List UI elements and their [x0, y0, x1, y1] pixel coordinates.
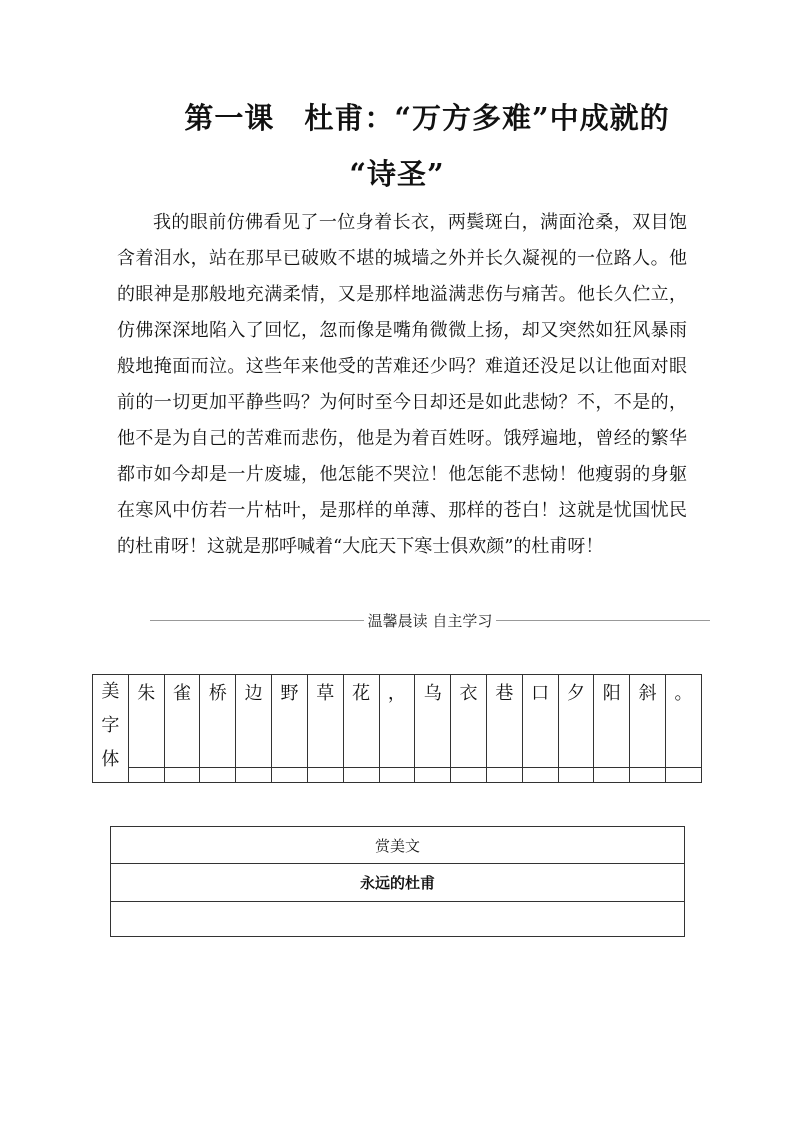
- article-body: [111, 902, 685, 937]
- article-title: 永远的杜甫: [111, 864, 685, 902]
- char-cell: 雀: [164, 675, 200, 768]
- practice-cell[interactable]: [415, 767, 451, 782]
- practice-cell[interactable]: [558, 767, 594, 782]
- practice-cell[interactable]: [236, 767, 272, 782]
- lesson-title-line-2: “诗圣”: [349, 157, 445, 191]
- divider-line-right: [496, 620, 710, 621]
- practice-cell[interactable]: [272, 767, 308, 782]
- char-cell: 边: [236, 675, 272, 768]
- practice-cell[interactable]: [307, 767, 343, 782]
- divider-line-left: [150, 620, 364, 621]
- char-cell: 衣: [451, 675, 487, 768]
- character-row: [93, 675, 702, 768]
- practice-cell[interactable]: [343, 767, 379, 782]
- practice-cell[interactable]: [379, 767, 415, 782]
- char-cell: 阳: [594, 675, 630, 768]
- char-cell: 朱: [128, 675, 164, 768]
- practice-row: [93, 767, 702, 782]
- char-cell: 花: [343, 675, 379, 768]
- practice-cell[interactable]: [451, 767, 487, 782]
- char-cell: 野: [272, 675, 308, 768]
- practice-cell[interactable]: [630, 767, 666, 782]
- calligraphy-practice-table: [92, 674, 702, 783]
- practice-cell[interactable]: [522, 767, 558, 782]
- char-cell: 夕: [558, 675, 594, 768]
- char-cell: 巷: [486, 675, 522, 768]
- practice-cell[interactable]: [128, 767, 164, 782]
- practice-cell[interactable]: [164, 767, 200, 782]
- practice-cell[interactable]: [200, 767, 236, 782]
- practice-cell[interactable]: [594, 767, 630, 782]
- char-cell: 草: [307, 675, 343, 768]
- char-cell: ，: [379, 675, 415, 768]
- intro-paragraph: 我的眼前仿佛看见了一位身着长衣，两鬓斑白，满面沧桑，双目饱含着泪水，站在那早已破败不堪的城墙之外并长久凝视的一位路人。他的眼神是那般地充满柔情，又是那样地溢满悲伤与痛苦。他长久伫立，仿佛深深地陷入了回忆，忽而像是嘴角微微上扬，却又突然如狂风暴雨般地掩面而泣。这些年来他受的苦难还少吗？难道还没足以让他面对眼前的一切更加平静些吗？为何时至今日却还是如此悲恸？不，不是的，他不是为自己的苦难而悲伤，他是为着百姓呀。饿殍遍地，曾经的繁华都市如今却是一片废墟，他怎能不哭泣！他怎能不悲恸！他瘦弱的身躯在寒风中仿若一片枯叶，是那样的单薄、那样的苍白！这就是忧国忧民的杜甫呀！这就是那呼喊着“大庇天下寒士俱欢颜”的杜甫呀！: [117, 212, 687, 557]
- reading-table: [110, 826, 685, 937]
- char-cell: 口: [522, 675, 558, 768]
- char-cell: 。: [666, 675, 702, 768]
- lesson-title-line-1: 第一课 杜甫：“万方多难”中成就的: [184, 101, 670, 135]
- calligraphy-row-label: 美 字 体: [93, 675, 129, 783]
- section-divider-label: 温馨晨读 自主学习: [367, 611, 493, 630]
- practice-cell[interactable]: [486, 767, 522, 782]
- section-divider: [150, 609, 710, 631]
- reading-section-header: 赏美文: [111, 827, 685, 864]
- char-cell: 乌: [415, 675, 451, 768]
- practice-cell[interactable]: [666, 767, 702, 782]
- char-cell: 斜: [630, 675, 666, 768]
- char-cell: 桥: [200, 675, 236, 768]
